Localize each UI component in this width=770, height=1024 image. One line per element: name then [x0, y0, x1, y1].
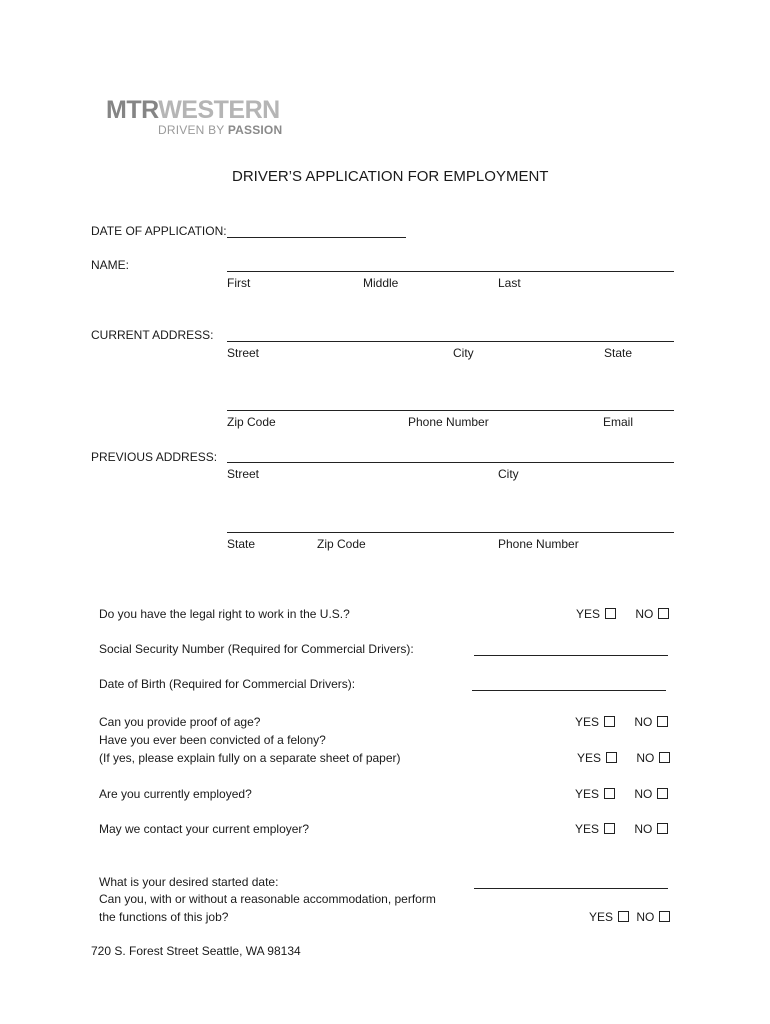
form-title: DRIVER’S APPLICATION FOR EMPLOYMENT — [232, 168, 549, 185]
previous-street-caption: Street — [227, 467, 260, 481]
yes-label: YES — [576, 607, 601, 621]
proof-of-age-no[interactable] — [634, 715, 668, 729]
felony-yes[interactable] — [577, 751, 617, 765]
contact-employer-options — [575, 822, 668, 836]
question-currently-employed: Are you currently employed? — [99, 787, 252, 801]
checkbox[interactable] — [659, 752, 670, 763]
current-email-caption: Email — [603, 415, 634, 429]
proof-of-age-options — [575, 715, 668, 729]
previous-state-caption: State — [227, 537, 256, 551]
question-legal-right: Do you have the legal right to work in the U.S.? — [99, 607, 350, 621]
no-label: NO — [634, 715, 653, 729]
yes-label: YES — [575, 822, 600, 836]
yes-label: YES — [589, 910, 614, 924]
current-state-caption: State — [604, 346, 633, 360]
no-label: NO — [634, 787, 653, 801]
name-field[interactable] — [227, 271, 674, 272]
name-middle-caption: Middle — [363, 276, 399, 290]
checkbox[interactable] — [658, 608, 669, 619]
date-of-application-field[interactable] — [227, 237, 406, 238]
footer-address: 720 S. Forest Street Seattle, WA 98134 — [91, 944, 301, 958]
question-contact-employer: May we contact your current employer? — [99, 822, 310, 836]
logo-tagline — [158, 123, 282, 137]
checkbox[interactable] — [604, 788, 615, 799]
question-proof-of-age: Can you provide proof of age? — [99, 715, 261, 729]
dob-field[interactable] — [472, 690, 666, 691]
current-phone-caption: Phone Number — [408, 415, 489, 429]
no-label: NO — [634, 822, 653, 836]
yes-label: YES — [575, 787, 600, 801]
question-accommodation-cont: the functions of this job? — [99, 910, 229, 924]
logo-mtr: MTR — [106, 96, 159, 124]
question-dob: Date of Birth (Required for Commercial Drivers): — [99, 677, 356, 691]
name-first-caption: First — [227, 276, 251, 290]
company-logo — [106, 98, 280, 123]
logo-western: WESTERN — [158, 96, 280, 124]
checkbox[interactable] — [604, 823, 615, 834]
question-ssn: Social Security Number (Required for Commercial Drivers): — [99, 642, 414, 656]
no-label: NO — [635, 607, 654, 621]
yes-label: YES — [577, 751, 602, 765]
yes-label: YES — [575, 715, 600, 729]
checkbox[interactable] — [657, 788, 668, 799]
checkbox[interactable] — [659, 911, 670, 922]
contact-employer-no[interactable] — [634, 822, 668, 836]
question-felony-note: (If yes, please explain fully on a separate sheet of paper) — [99, 751, 401, 765]
previous-zip-caption: Zip Code — [317, 537, 366, 551]
question-accommodation: Can you, with or without a reasonable accommodation, perform — [99, 892, 436, 906]
date-of-application-label: DATE OF APPLICATION: — [91, 224, 227, 238]
previous-address-line1-field[interactable] — [227, 462, 674, 463]
checkbox[interactable] — [657, 823, 668, 834]
current-street-caption: Street — [227, 346, 260, 360]
previous-address-line2-field[interactable] — [227, 532, 674, 533]
previous-address-label: PREVIOUS ADDRESS: — [91, 450, 218, 464]
legal-right-no[interactable] — [635, 607, 669, 621]
accommodation-no[interactable] — [636, 910, 670, 924]
previous-phone-caption: Phone Number — [498, 537, 579, 551]
current-address-line1-field[interactable] — [227, 341, 674, 342]
name-last-caption: Last — [498, 276, 521, 290]
accommodation-yes[interactable] — [589, 910, 629, 924]
question-felony: Have you ever been convicted of a felony? — [99, 733, 326, 747]
logo-tagline-a: DRIVEN BY — [158, 123, 228, 137]
legal-right-options — [576, 607, 669, 621]
legal-right-yes[interactable] — [576, 607, 616, 621]
proof-of-age-yes[interactable] — [575, 715, 615, 729]
current-address-line2-field[interactable] — [227, 410, 674, 411]
checkbox[interactable] — [606, 752, 617, 763]
felony-no[interactable] — [636, 751, 670, 765]
checkbox[interactable] — [604, 716, 615, 727]
accommodation-options — [589, 910, 670, 924]
question-start-date: What is your desired started date: — [99, 875, 279, 889]
ssn-field[interactable] — [474, 655, 668, 656]
checkbox[interactable] — [605, 608, 616, 619]
current-city-caption: City — [453, 346, 474, 360]
start-date-field[interactable] — [474, 888, 668, 889]
employed-options — [575, 787, 668, 801]
checkbox[interactable] — [618, 911, 629, 922]
no-label: NO — [636, 751, 655, 765]
contact-employer-yes[interactable] — [575, 822, 615, 836]
logo-tagline-b: PASSION — [227, 123, 283, 137]
no-label: NO — [636, 910, 655, 924]
current-address-label: CURRENT ADDRESS: — [91, 328, 214, 342]
employed-yes[interactable] — [575, 787, 615, 801]
checkbox[interactable] — [657, 716, 668, 727]
employed-no[interactable] — [634, 787, 668, 801]
current-zip-caption: Zip Code — [227, 415, 276, 429]
felony-options — [577, 751, 670, 765]
previous-city-caption: City — [498, 467, 519, 481]
name-label: NAME: — [91, 258, 130, 272]
